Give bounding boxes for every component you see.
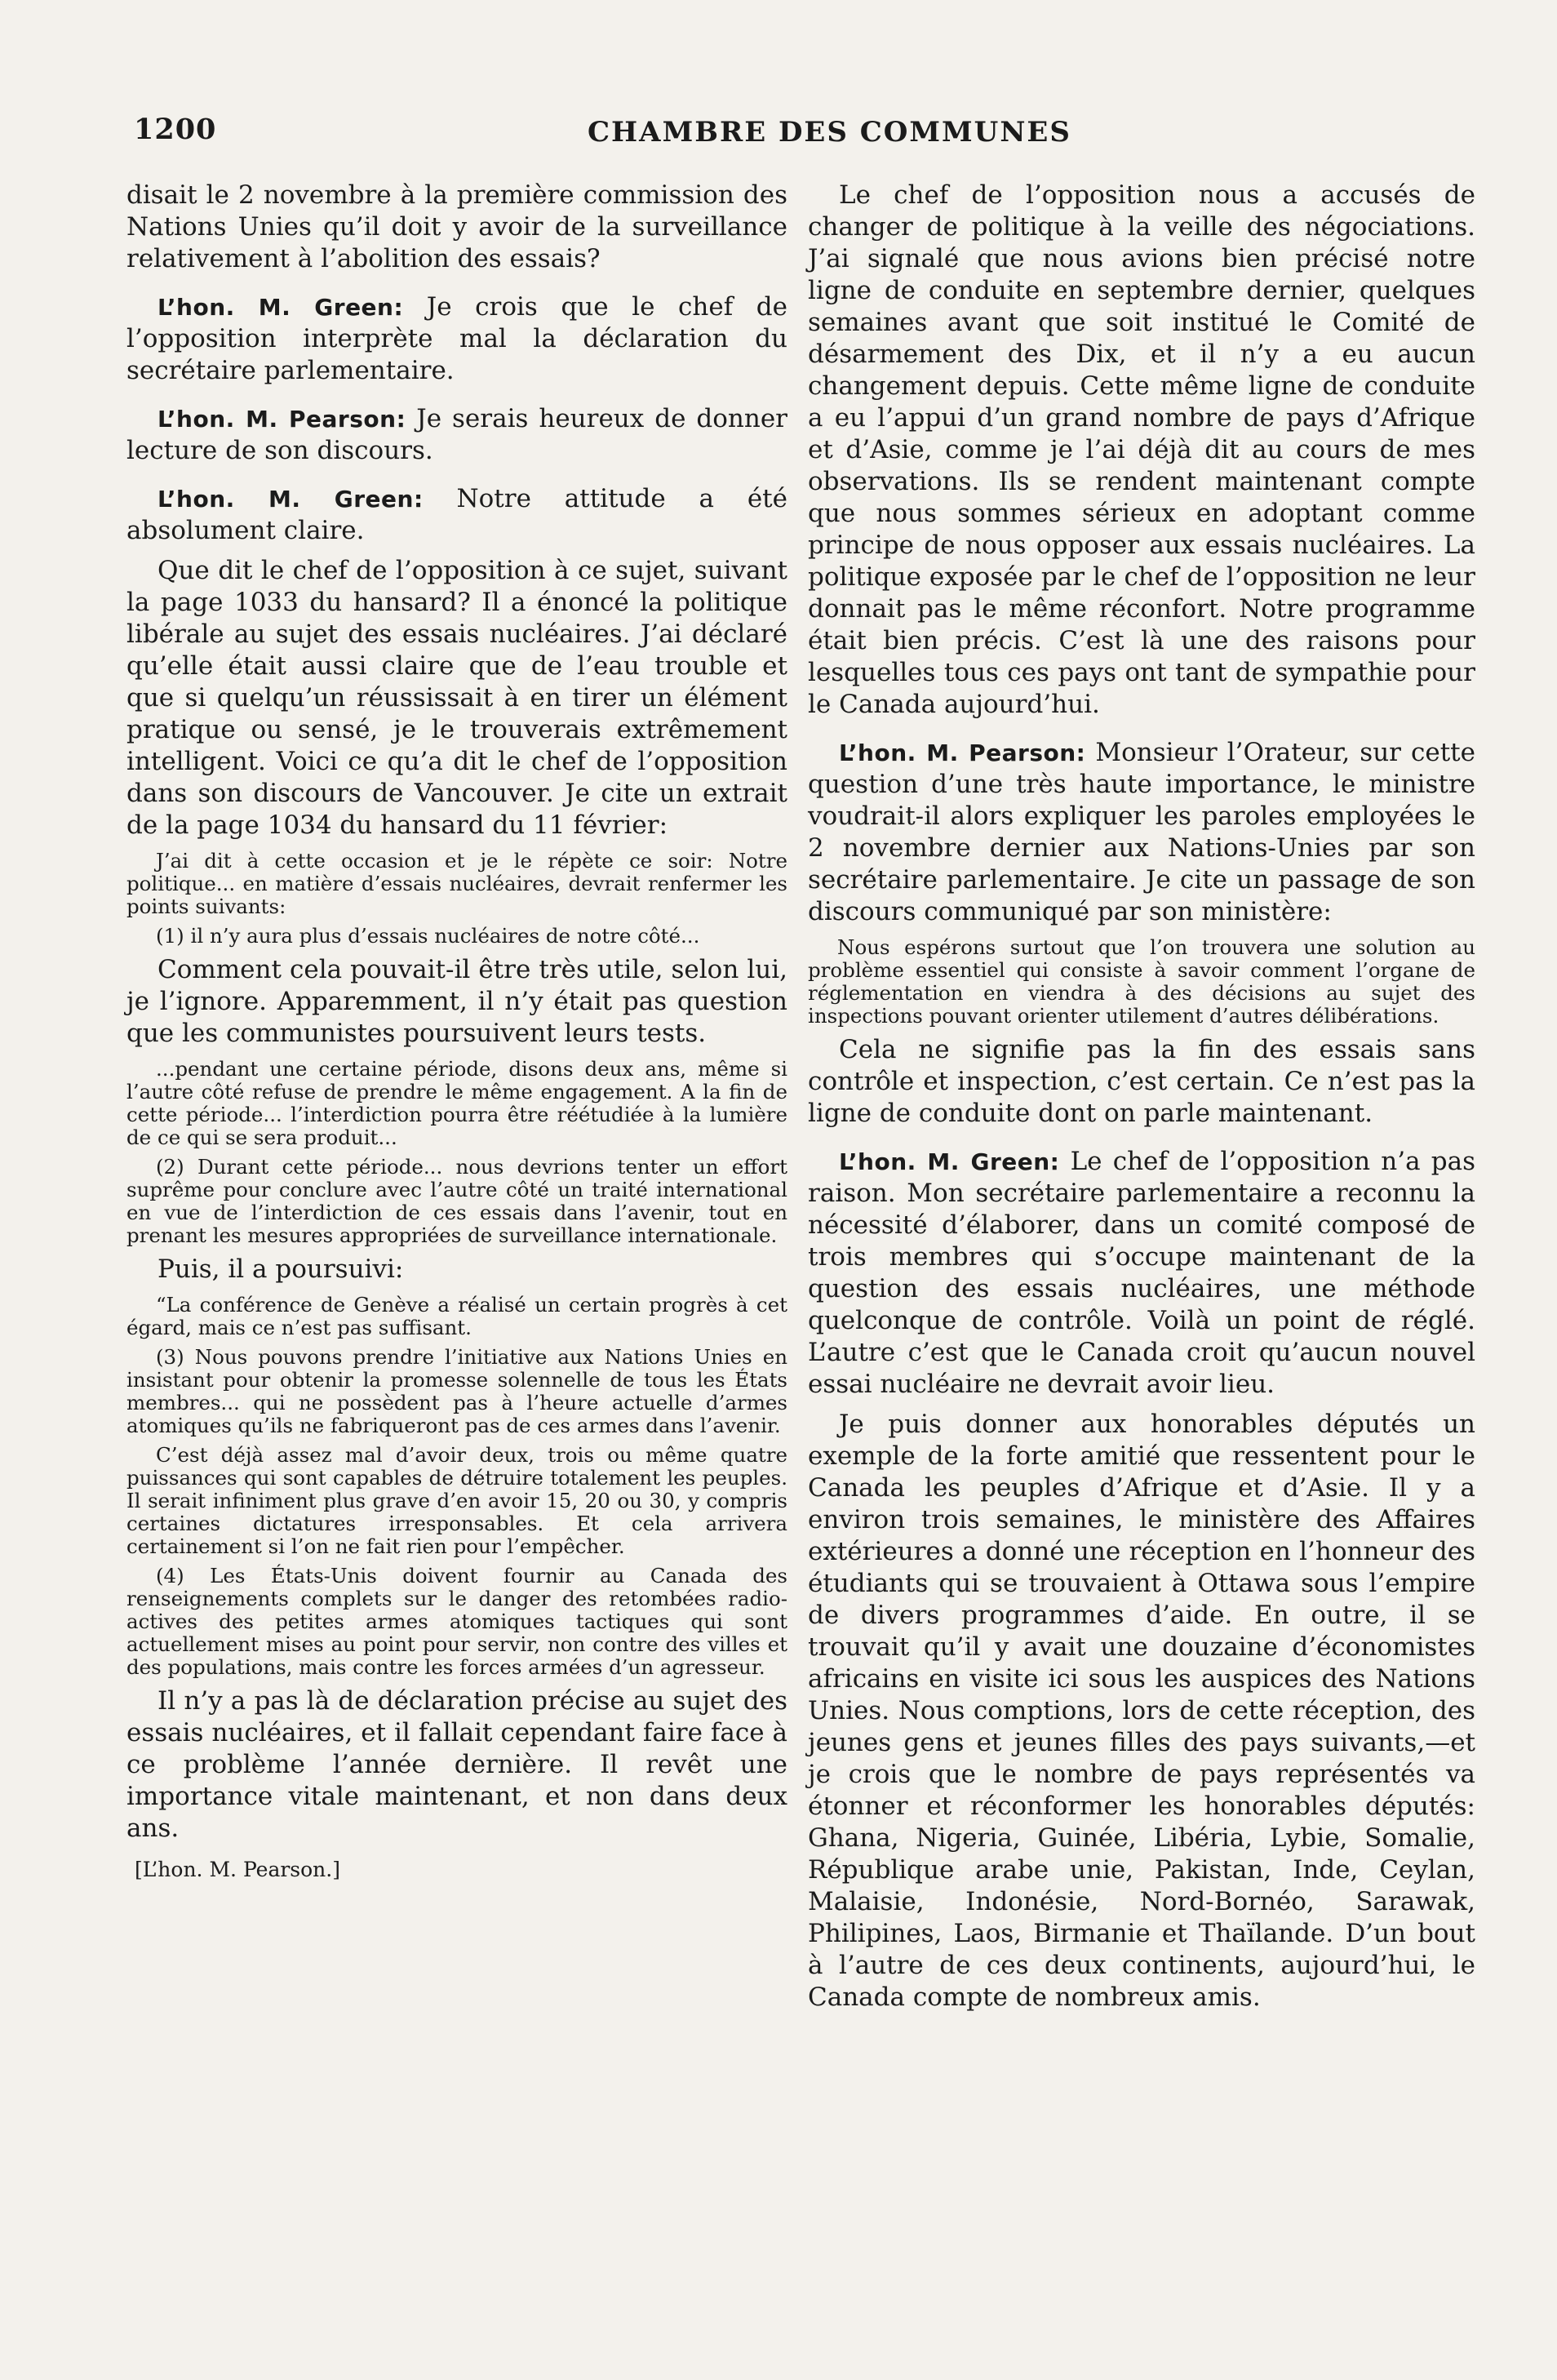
speaker-name: L’hon. M. Green: — [157, 294, 404, 321]
quotation: ...pendant une certaine période, disons deux ans, même si l’autre côté refuse de prendre le même engagement. A la fin de cette période... l’interdiction pourra être réétudiée à la lumière de ce qui se sera produit... — [126, 1057, 787, 1149]
quotation: (2) Durant cette période... nous devrions tenter un effort suprême pour conclure avec l’autre côté un traité international en vue de l’interdiction de ces essais dans l’avenir, tout en prenant les mesures appropriées de surveillance internationale. — [126, 1155, 787, 1247]
right-column — [808, 180, 1475, 2022]
quotation: “La conférence de Genève a réalisé un certain progrès à cet égard, mais ce n’est pas suffisant. — [126, 1293, 787, 1339]
speaker-attribution: [L’hon. M. Pearson.] — [135, 1858, 340, 1881]
paragraph: disait le 2 novembre à la première commission des Nations Unies qu’il doit y avoir de la surveillance relativement à l’abolition des essais? — [126, 180, 787, 273]
page-header — [131, 113, 1436, 162]
speech-text: Je serais heureux de donner lecture de son discours. — [126, 404, 788, 465]
speaker-name: L’hon. M. Green: — [157, 486, 424, 513]
paragraph: Comment cela pouvait-il être très utile, selon lui, je l’ignore. Apparemment, il n’y était pas question que les communistes poursuivent leurs tests. — [126, 955, 787, 1048]
speech-pearson — [126, 403, 787, 467]
quotation: C’est déjà assez mal d’avoir deux, trois ou même quatre puissances qui sont capables de détruire totalement les peuples. Il serait infiniment plus grave d’en avoir 15, 20 ou 30, y compris certaines dictatures irresponsables. Et cela arrivera certainement si l’on ne fait rien pour l’empêcher. — [126, 1443, 787, 1558]
quotation: (4) Les États-Unis doivent fournir au Canada des renseignements complets sur le danger des retombées radio-actives des petites armes atomiques tactiques qui sont actuellement mises au point pour servir, non contre des villes et des populations, mais contre les forces armées d’un agresseur. — [126, 1564, 787, 1679]
speech-pearson — [808, 737, 1475, 928]
paragraph: Cela ne signifie pas la fin des essais sans contrôle et inspection, c’est certain. Ce n’est pas la ligne de conduite dont on parle maintenant. — [808, 1035, 1475, 1128]
paragraph: Il n’y a pas là de déclaration précise au sujet des essais nucléaires, et il fallait cependant faire face à ce problème l’année dernière. Il revêt une importance vitale maintenant, et non dans deux ans. — [126, 1686, 787, 1843]
speech-text: Notre attitude a été absolument claire. — [126, 484, 787, 545]
quotation: (3) Nous pouvons prendre l’initiative aux Nations Unies en insistant pour obtenir la promesse solennelle de tous les États membres... qui ne possèdent pas à l’heure actuelle d’armes atomiques qu’ils ne fabriqueront pas de ces armes dans l’avenir. — [126, 1345, 787, 1437]
paragraph: Que dit le chef de l’opposition à ce sujet, suivant la page 1033 du hansard? Il a énoncé la politique libérale au sujet des essais nucléaires. J’ai déclaré qu’elle était aussi claire que de l’eau trouble et que si quelqu’un réussissait à en tirer un élément pratique ou sensé, je le trouverais extrêmement intelligent. Voici ce qu’a dit le chef de l’opposition dans son discours de Vancouver. Je cite un extrait de la page 1034 du hansard du 11 février: — [126, 556, 787, 840]
paragraph: Je puis donner aux honorables députés un exemple de la forte amitié que ressentent pour le Canada les peuples d’Afrique et d’Asie. Il y a environ trois semaines, le ministère des Affaires extérieures a donné une réception en l’honneur des étudiants qui se trouvaient à Ottawa sous l’empire de divers programmes d’aide. En outre, il se trouvait qu’il y avait une douzaine d’économistes africains en visite ici sous les auspices des Nations Unies. Nous comptions, lors de cette réception, des jeunes gens et jeunes filles des pays suivants,—et je crois que le nombre de pays représentés va étonner et réconformer les honorables députés: Ghana, Nigeria, Guinée, Libéria, Lybie, Somalie, République arabe unie, Pakistan, Inde, Ceylan, Malaisie, Indonésie, Nord-Bornéo, Sarawak, Philipines, Laos, Birmanie et Thaïlande. D’un bout à l’autre de ces deux continents, aujourd’hui, le Canada compte de nombreux amis. — [808, 1410, 1475, 2012]
quotation: Nous espérons surtout que l’on trouvera une solution au problème essentiel qui consiste à savoir comment l’organe de réglementation en viendra à des décisions au sujet des inspections pouvant orienter utilement d’autres délibérations. — [808, 935, 1475, 1028]
paragraph: Le chef de l’opposition nous a accusés de changer de politique à la veille des négociations. J’ai signalé que nous avions bien précisé notre ligne de conduite en septembre dernier, quelques semaines avant que soit institué le Comité de désarmement des Dix, et il n’y a eu aucun changement depuis. Cette même ligne de conduite a eu l’appui d’un grand nombre de pays d’Afrique et d’Asie, comme je l’ai déjà dit au cours de mes observations. Ils se rendent maintenant compte que nous sommes sérieux en adoptant comme principe de nous opposer aux essais nucléaires. La politique exposée par le chef de l’opposition ne leur donnait pas le même réconfort. Notre programme était bien précis. C’est là une des raisons pour lesquelles tous ces pays ont tant de sympathie pour le Canada aujourd’hui. — [808, 180, 1475, 719]
running-head: CHAMBRE DES COMMUNES — [588, 116, 1071, 149]
speaker-name: L’hon. M. Green: — [839, 1148, 1060, 1175]
paragraph: Puis, il a poursuivi: — [157, 1254, 404, 1284]
quotation: (1) il n’y aura plus d’essais nucléaires de notre côté... — [156, 924, 700, 948]
speaker-name: L’hon. M. Pearson: — [157, 406, 406, 433]
quotation: J’ai dit à cette occasion et je le répète ce soir: Notre politique... en matière d’essais nucléaires, devrait renfermer les points suivants: — [126, 849, 787, 918]
speech-text: Le chef de l’opposition n’a pas raison. Mon secrétaire parlementaire a reconnu la nécessité d’élaborer, dans un comité composé de trois membres qui s’occupe maintenant de la question des essais nucléaires, une méthode quelconque de contrôle. Voilà un point de réglé. L’autre c’est que le Canada croit qu’aucun nouvel essai nucléaire ne devrait avoir lieu. — [808, 1147, 1475, 1399]
speech-green — [126, 291, 787, 387]
speaker-name: L’hon. M. Pearson: — [839, 739, 1086, 766]
speech-text: Je crois que le chef de l’opposition interprète mal la déclaration du secrétaire parlementaire. — [126, 292, 787, 385]
speech-green — [126, 483, 787, 547]
speech-green — [808, 1146, 1475, 1401]
left-column — [126, 180, 787, 1882]
speech-text: Monsieur l’Orateur, sur cette question d’une très haute importance, le ministre voudrait-il alors expliquer les paroles employées le 2 novembre dernier aux Nations-Unies par son secrétaire parlementaire. Je cite un passage de son discours communiqué par son ministère: — [808, 738, 1475, 926]
page-number: 1200 — [134, 113, 217, 146]
